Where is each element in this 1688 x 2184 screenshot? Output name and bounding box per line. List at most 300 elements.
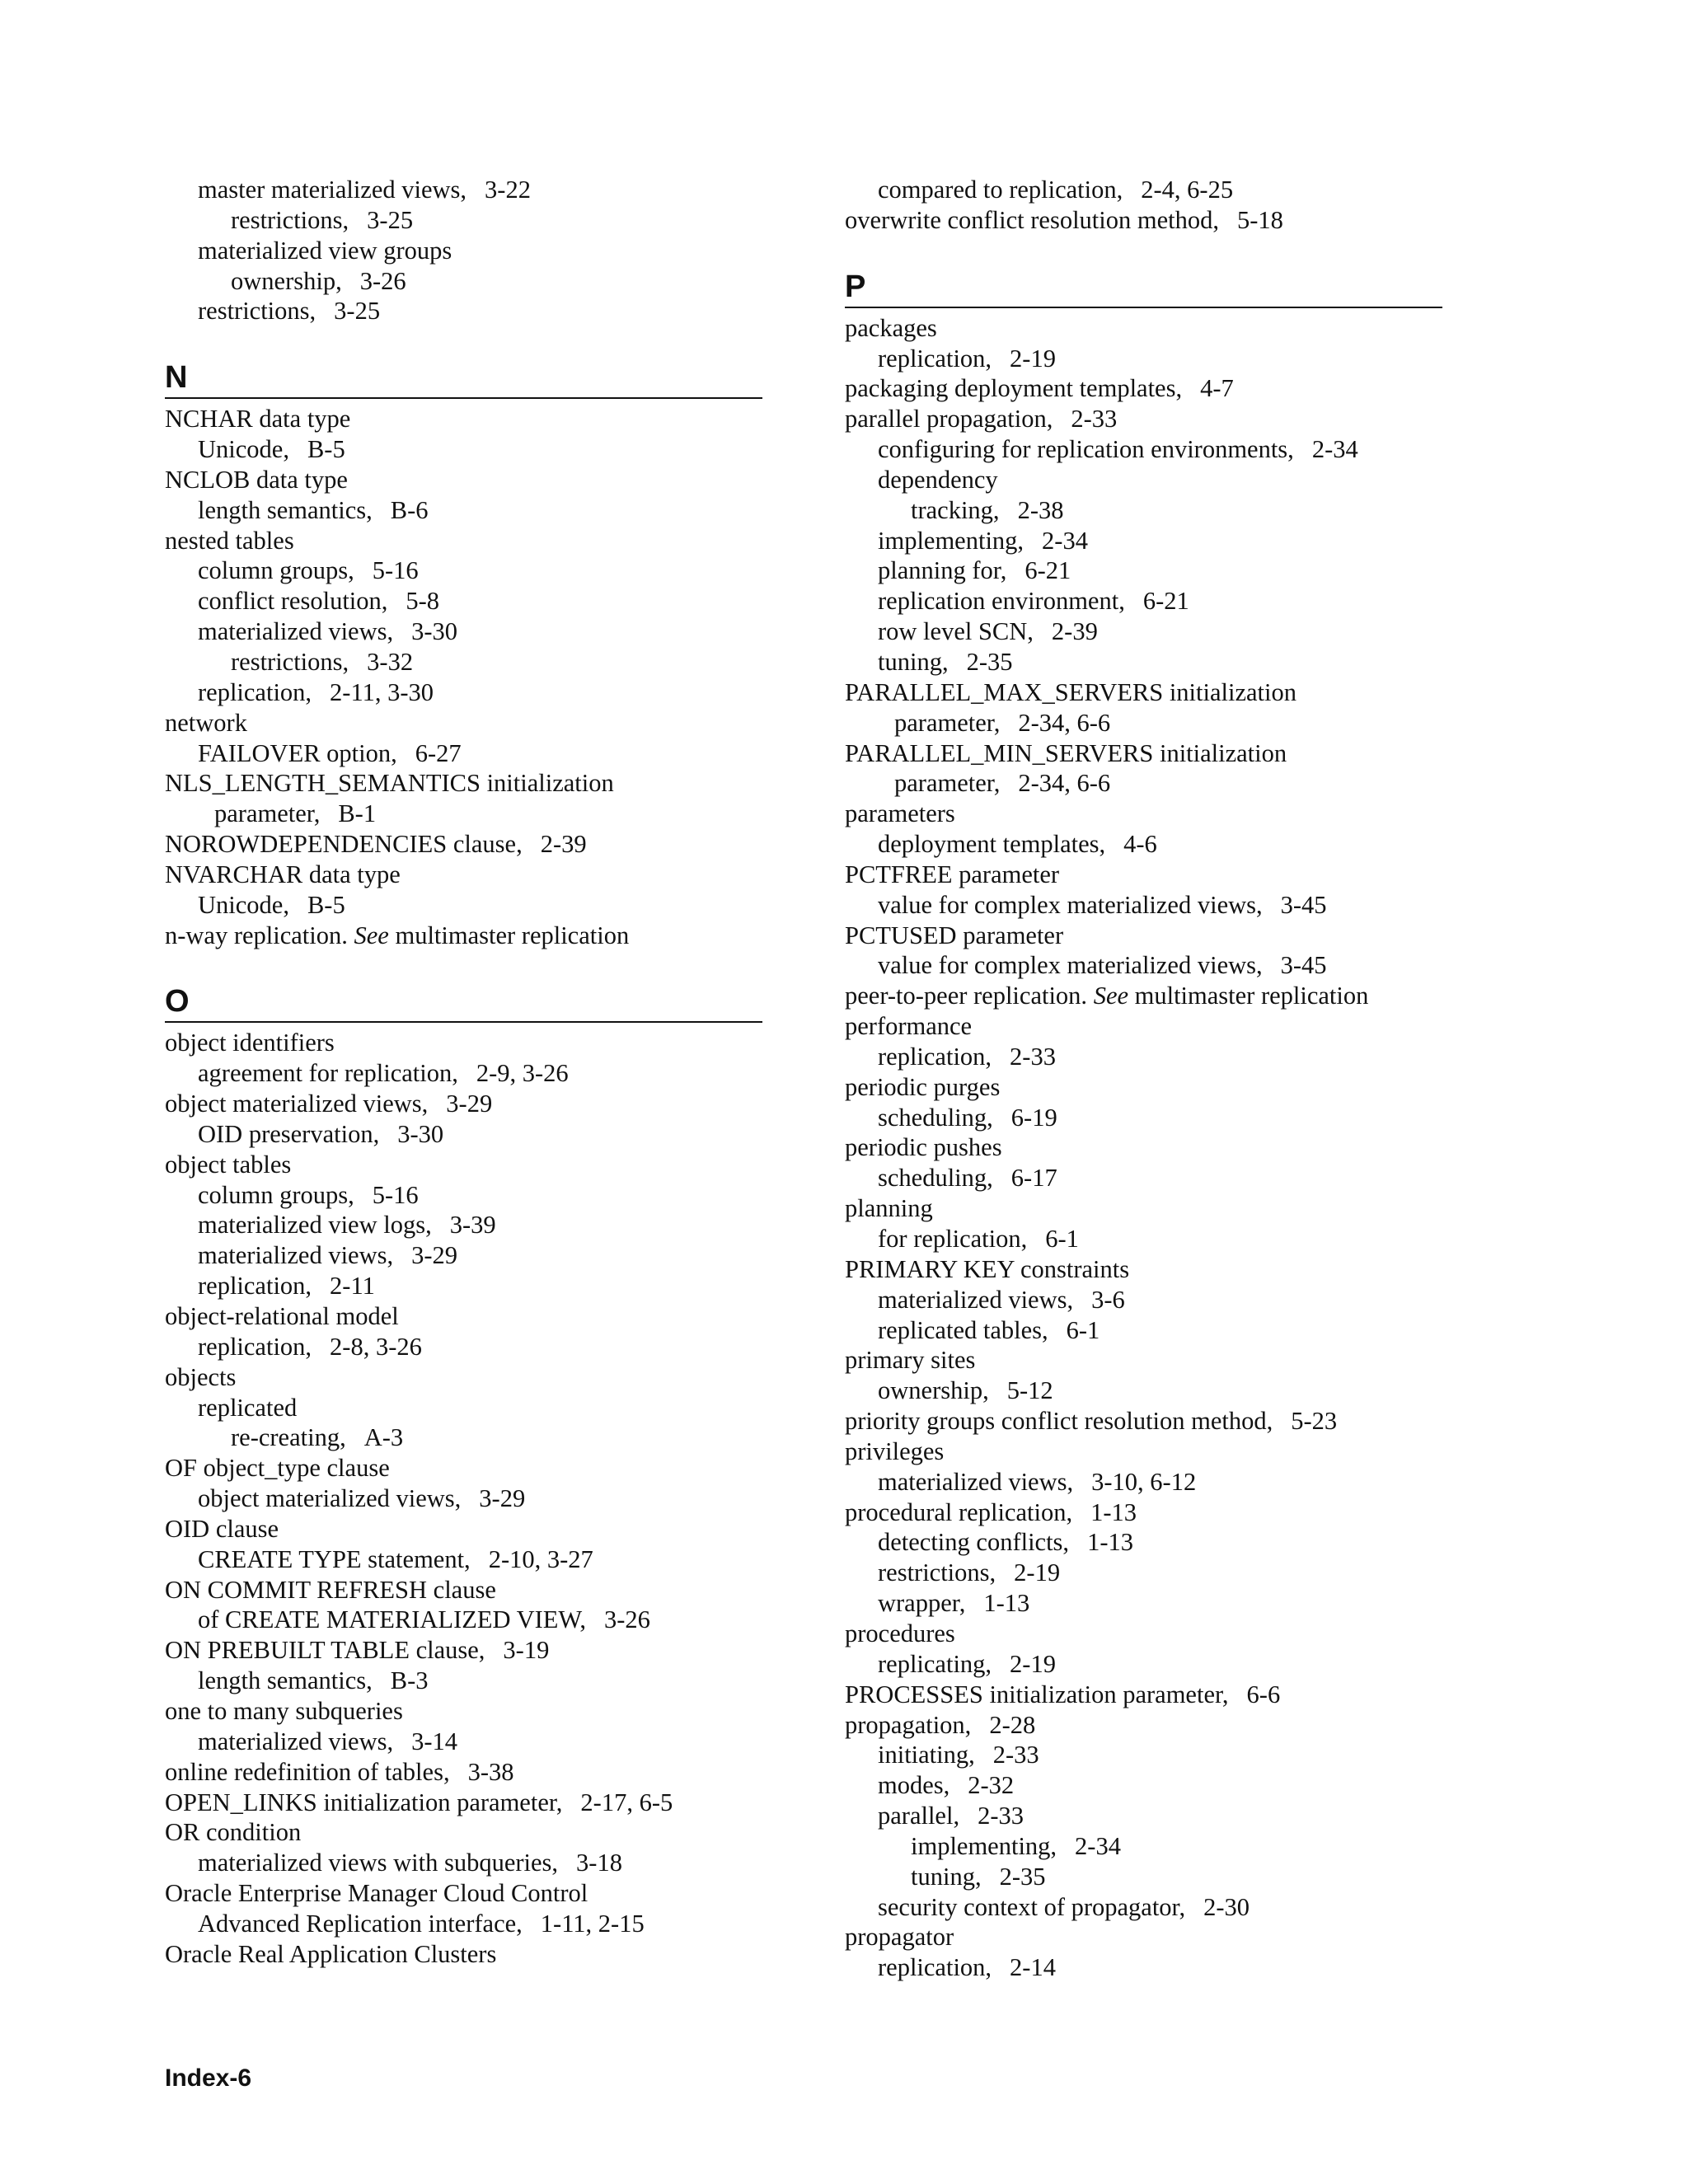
index-entry xyxy=(165,616,762,647)
page-reference: 5-8 xyxy=(406,587,440,616)
index-entry xyxy=(845,1224,1442,1254)
see-target: multimaster replication xyxy=(1134,982,1369,1010)
index-term: materialized views, xyxy=(878,1285,1074,1314)
index-entry xyxy=(165,1089,762,1119)
page-reference: 3-38 xyxy=(467,1757,514,1786)
index-term: replication, xyxy=(198,1272,312,1301)
index-entry xyxy=(845,1619,1442,1649)
index-entry xyxy=(845,1952,1442,1983)
index-term: security context of propagator, xyxy=(878,1892,1186,1921)
index-entry xyxy=(165,768,762,799)
index-term: tuning, xyxy=(878,647,949,676)
index-term: ownership, xyxy=(231,266,342,295)
index-term: wrapper, xyxy=(878,1589,966,1618)
index-entry xyxy=(845,921,1442,951)
index-entry xyxy=(845,1042,1442,1072)
index-entry xyxy=(165,1332,762,1362)
index-term: agreement for replication, xyxy=(198,1059,458,1088)
page-reference: 3-30 xyxy=(397,1119,444,1148)
index-term: Unicode, xyxy=(198,890,289,919)
index-term: NLS_LENGTH_SEMANTICS initialization xyxy=(165,769,614,798)
index-entry-continuation xyxy=(845,768,1442,799)
index-term: parameter, xyxy=(214,799,321,828)
index-term: n-way replication. xyxy=(165,921,348,949)
page-reference: 5-16 xyxy=(372,556,419,585)
index-entry xyxy=(165,1028,762,1058)
page-reference: 2-33 xyxy=(1010,1042,1056,1071)
index-term: OF object_type clause xyxy=(165,1454,390,1483)
page-reference: 5-16 xyxy=(372,1180,419,1209)
index-entry xyxy=(165,1150,762,1180)
index-term: object materialized views, xyxy=(198,1484,462,1513)
index-entry xyxy=(845,344,1442,374)
index-entry xyxy=(845,1527,1442,1558)
index-term: dependency xyxy=(878,465,998,494)
index-entry xyxy=(845,1406,1442,1436)
page-reference: B-6 xyxy=(390,495,429,524)
index-entry xyxy=(845,647,1442,677)
index-entry xyxy=(165,1605,762,1635)
index-term: OPEN_LINKS initialization parameter, xyxy=(165,1788,563,1816)
index-term: restrictions, xyxy=(878,1558,996,1587)
page-reference: B-3 xyxy=(390,1666,429,1695)
index-entry xyxy=(165,1271,762,1301)
index-entry xyxy=(845,1831,1442,1862)
index-term: NVARCHAR data type xyxy=(165,860,401,888)
page-reference: 3-26 xyxy=(359,266,406,295)
index-entry xyxy=(845,677,1442,708)
page-reference: 1-13 xyxy=(1087,1528,1133,1557)
index-entry xyxy=(165,1635,762,1666)
index-term: FAILOVER option, xyxy=(198,738,397,767)
see-label: See xyxy=(1093,982,1129,1010)
index-entry xyxy=(165,555,762,586)
page-reference: 2-19 xyxy=(1010,1649,1056,1678)
index-entry xyxy=(845,1072,1442,1103)
index-term: value for complex materialized views, xyxy=(878,890,1263,919)
page-reference: 5-18 xyxy=(1237,205,1283,234)
index-entry xyxy=(165,677,762,708)
index-entry xyxy=(165,434,762,465)
index-term: re-creating, xyxy=(231,1423,346,1452)
index-term: parameters xyxy=(845,799,955,828)
page-reference: 3-14 xyxy=(411,1727,458,1755)
index-term: replication, xyxy=(198,1332,312,1361)
index-entry xyxy=(165,829,762,860)
index-term: object materialized views, xyxy=(165,1090,429,1118)
index-term: materialized views, xyxy=(198,617,394,646)
page-reference: 2-30 xyxy=(1203,1892,1250,1921)
page-reference: 1-11, 2-15 xyxy=(540,1909,645,1938)
page-reference: 6-27 xyxy=(415,738,462,767)
index-term: NCLOB data type xyxy=(165,465,348,494)
index-entry xyxy=(165,1514,762,1544)
index-term: periodic purges xyxy=(845,1072,1001,1101)
index-entry xyxy=(845,586,1442,616)
page-number: Index-6 xyxy=(165,2064,252,2092)
index-term: value for complex materialized views, xyxy=(878,951,1263,980)
index-entry xyxy=(845,1315,1442,1346)
index-entry xyxy=(845,829,1442,860)
index-term: object identifiers xyxy=(165,1029,335,1057)
index-term: conflict resolution, xyxy=(198,587,388,616)
index-term: propagation, xyxy=(845,1710,972,1739)
index-term: procedures xyxy=(845,1619,955,1647)
index-term: length semantics, xyxy=(198,1666,373,1695)
index-entry xyxy=(165,404,762,434)
index-term: procedural replication, xyxy=(845,1497,1073,1526)
page-reference: 2-8, 3-26 xyxy=(330,1332,422,1361)
index-term: OID clause xyxy=(165,1514,279,1543)
index-entry xyxy=(165,1422,762,1453)
index-entry xyxy=(165,236,762,266)
index-entry-continuation xyxy=(165,799,762,829)
page-reference: 3-18 xyxy=(576,1849,622,1877)
index-term: Unicode, xyxy=(198,435,289,464)
index-term: tuning, xyxy=(911,1862,982,1891)
page-reference: 5-23 xyxy=(1291,1407,1338,1436)
page-reference: 6-19 xyxy=(1010,1103,1057,1132)
index-see-reference xyxy=(165,921,762,951)
index-term: master materialized views, xyxy=(198,176,467,204)
index-entry xyxy=(845,1649,1442,1680)
page-reference: 6-21 xyxy=(1142,587,1189,616)
index-term: scheduling, xyxy=(878,1164,993,1193)
index-entry xyxy=(845,1588,1442,1619)
index-term: PRIMARY KEY constraints xyxy=(845,1254,1130,1283)
index-entry xyxy=(165,1119,762,1150)
index-entry xyxy=(165,1240,762,1271)
index-term: column groups, xyxy=(198,1180,354,1209)
page-reference: 3-30 xyxy=(411,617,458,646)
index-term: Oracle Enterprise Manager Cloud Control xyxy=(165,1879,588,1908)
index-term: Advanced Replication interface, xyxy=(198,1909,523,1938)
see-label: See xyxy=(354,921,389,949)
index-section-heading: P xyxy=(845,269,1442,308)
index-term: parallel propagation, xyxy=(845,405,1053,434)
page-reference: 2-32 xyxy=(968,1771,1015,1800)
index-term: length semantics, xyxy=(198,495,373,524)
page-reference: 3-19 xyxy=(503,1636,550,1665)
index-term: modes, xyxy=(878,1771,950,1800)
page-reference: 2-34 xyxy=(1311,435,1358,464)
index-term: online redefinition of tables, xyxy=(165,1757,450,1786)
index-term: PARALLEL_MAX_SERVERS initialization xyxy=(845,677,1296,706)
index-term: row level SCN, xyxy=(878,617,1034,646)
page-reference: 1-13 xyxy=(1090,1497,1137,1526)
index-term: periodic pushes xyxy=(845,1133,1002,1162)
page-reference: B-1 xyxy=(338,799,377,828)
index-term: object tables xyxy=(165,1150,292,1179)
page-reference: 3-32 xyxy=(367,647,414,676)
index-term: parameter, xyxy=(894,769,1001,798)
page-reference: B-5 xyxy=(307,890,345,919)
index-term: implementing, xyxy=(911,1831,1057,1860)
index-section-heading: O xyxy=(165,983,762,1023)
index-entry xyxy=(845,434,1442,465)
page-reference: 2-34 xyxy=(1075,1831,1121,1860)
page-reference: 2-34 xyxy=(1042,526,1088,555)
index-term: PCTFREE parameter xyxy=(845,860,1060,888)
index-entry xyxy=(845,799,1442,829)
index-term: ownership, xyxy=(878,1376,989,1405)
index-term: tracking, xyxy=(911,495,1000,524)
index-entry xyxy=(165,1058,762,1089)
index-see-reference xyxy=(845,981,1442,1011)
page-reference: 6-1 xyxy=(1045,1225,1079,1253)
index-entry xyxy=(165,647,762,677)
index-entry xyxy=(845,1193,1442,1224)
page-reference: 2-9, 3-26 xyxy=(476,1059,569,1088)
index-term: materialized views, xyxy=(878,1467,1074,1496)
index-term: object-relational model xyxy=(165,1302,399,1330)
index-entry xyxy=(165,465,762,495)
page-reference: 2-17, 6-5 xyxy=(580,1788,673,1816)
index-term: performance xyxy=(845,1012,973,1041)
index-term: replicating, xyxy=(878,1649,992,1678)
page-reference: 3-10, 6-12 xyxy=(1091,1467,1197,1496)
index-term: replicated xyxy=(198,1393,298,1422)
page-reference: 1-13 xyxy=(983,1589,1030,1618)
index-term: of CREATE MATERIALIZED VIEW, xyxy=(198,1605,587,1634)
index-entry xyxy=(845,1801,1442,1831)
page-reference: 2-33 xyxy=(992,1741,1039,1769)
index-term: PARALLEL_MIN_SERVERS initialization xyxy=(845,738,1287,767)
index-term: Oracle Real Application Clusters xyxy=(165,1939,497,1968)
index-entry xyxy=(845,1710,1442,1741)
index-entry xyxy=(165,1666,762,1696)
page-reference: 2-35 xyxy=(999,1862,1046,1891)
index-term: replication, xyxy=(878,344,992,373)
index-entry-continuation xyxy=(845,708,1442,738)
index-entry xyxy=(845,313,1442,344)
index-term: planning for, xyxy=(878,556,1007,585)
page-reference: B-5 xyxy=(307,435,345,464)
index-entry xyxy=(165,1575,762,1605)
index-entry xyxy=(165,1544,762,1575)
index-entry xyxy=(165,1788,762,1818)
index-term: ON PREBUILT TABLE clause, xyxy=(165,1636,485,1665)
index-entry xyxy=(845,1376,1442,1406)
index-entry xyxy=(845,1680,1442,1710)
index-entry xyxy=(845,555,1442,586)
page-reference: 6-6 xyxy=(1246,1680,1281,1708)
index-term: compared to replication, xyxy=(878,176,1123,204)
index-term: materialized view logs, xyxy=(198,1211,432,1240)
index-entry xyxy=(845,950,1442,981)
index-term: propagator xyxy=(845,1923,954,1952)
index-entry xyxy=(165,1301,762,1332)
index-entry xyxy=(165,1848,762,1878)
see-target: multimaster replication xyxy=(395,921,630,949)
page-reference: 2-34, 6-6 xyxy=(1018,708,1111,737)
index-entry xyxy=(845,1132,1442,1163)
index-entry xyxy=(845,205,1442,236)
page-reference: A-3 xyxy=(363,1423,404,1452)
index-term: initiating, xyxy=(878,1741,975,1769)
index-term: OID preservation, xyxy=(198,1119,380,1148)
page-reference: 4-6 xyxy=(1123,830,1157,859)
index-term: packaging deployment templates, xyxy=(845,374,1183,403)
page-reference: 3-45 xyxy=(1280,951,1327,980)
page-reference: 2-39 xyxy=(1051,617,1098,646)
index-term: detecting conflicts, xyxy=(878,1528,1070,1557)
index-entry xyxy=(165,205,762,236)
index-entry xyxy=(845,890,1442,921)
page-reference: 3-6 xyxy=(1091,1285,1125,1314)
page-reference: 2-28 xyxy=(989,1710,1036,1739)
page-reference: 2-38 xyxy=(1017,495,1064,524)
index-term: NOROWDEPENDENCIES clause, xyxy=(165,830,523,859)
index-section-heading: N xyxy=(165,359,762,399)
index-entry xyxy=(845,1103,1442,1133)
index-term: one to many subqueries xyxy=(165,1696,403,1725)
index-term: replication, xyxy=(878,1042,992,1071)
page-reference: 4-7 xyxy=(1200,374,1234,403)
page-reference: 3-29 xyxy=(411,1241,458,1270)
index-term: objects xyxy=(165,1362,237,1391)
index-entry xyxy=(845,1862,1442,1892)
page-reference: 3-25 xyxy=(334,297,381,326)
index-entry xyxy=(165,495,762,526)
index-entry xyxy=(165,1453,762,1483)
index-term: for replication, xyxy=(878,1225,1028,1253)
index-column-left xyxy=(165,175,762,1970)
page-reference: 2-10, 3-27 xyxy=(488,1544,593,1573)
index-entry xyxy=(845,1011,1442,1042)
index-term: replication, xyxy=(878,1953,992,1982)
page-reference: 3-22 xyxy=(485,176,531,204)
index-entry xyxy=(845,1740,1442,1770)
index-entry xyxy=(845,1770,1442,1801)
index-entry xyxy=(165,738,762,769)
index-term: parallel, xyxy=(878,1802,960,1830)
page-reference: 3-45 xyxy=(1280,890,1327,919)
index-entry xyxy=(165,586,762,616)
index-entry xyxy=(165,526,762,556)
index-term: column groups, xyxy=(198,556,354,585)
index-term: peer-to-peer replication. xyxy=(845,982,1088,1010)
index-entry xyxy=(165,1210,762,1240)
index-entry xyxy=(165,266,762,297)
index-entry xyxy=(845,1254,1442,1285)
index-term: packages xyxy=(845,313,937,342)
page-reference: 6-17 xyxy=(1010,1164,1057,1193)
index-entry xyxy=(165,1909,762,1939)
index-entry xyxy=(845,175,1442,205)
index-entry xyxy=(845,404,1442,434)
index-term: restrictions, xyxy=(231,647,349,676)
index-term: replication environment, xyxy=(878,587,1125,616)
page-reference: 3-26 xyxy=(604,1605,650,1634)
index-entry xyxy=(165,1817,762,1848)
index-term: privileges xyxy=(845,1436,945,1465)
page-reference: 6-1 xyxy=(1066,1315,1100,1344)
index-term: network xyxy=(165,708,247,737)
index-term: replicated tables, xyxy=(878,1315,1048,1344)
index-entry xyxy=(165,1362,762,1393)
index-entry xyxy=(845,373,1442,404)
page-reference: 3-39 xyxy=(449,1211,496,1240)
index-entry xyxy=(165,1939,762,1970)
page-reference: 5-12 xyxy=(1006,1376,1053,1405)
index-term: NCHAR data type xyxy=(165,405,351,434)
index-entry xyxy=(165,1696,762,1727)
index-term: restrictions, xyxy=(231,205,349,234)
index-term: configuring for replication environments, xyxy=(878,435,1294,464)
page-reference: 2-34, 6-6 xyxy=(1018,769,1111,798)
index-entry xyxy=(165,890,762,921)
index-entry xyxy=(845,616,1442,647)
index-entry xyxy=(845,1345,1442,1376)
index-term: implementing, xyxy=(878,526,1025,555)
index-term: scheduling, xyxy=(878,1103,993,1132)
page-reference: 2-33 xyxy=(978,1802,1024,1830)
index-entry xyxy=(165,175,762,205)
page-reference: 2-14 xyxy=(1010,1953,1056,1982)
page-reference: 2-11, 3-30 xyxy=(330,677,434,706)
index-entry xyxy=(165,1757,762,1788)
index-entry xyxy=(845,1558,1442,1588)
index-entry xyxy=(165,296,762,326)
index-term: primary sites xyxy=(845,1346,976,1375)
index-entry xyxy=(845,1892,1442,1923)
index-entry xyxy=(845,1163,1442,1193)
index-term: OR condition xyxy=(165,1818,302,1847)
index-entry xyxy=(845,526,1442,556)
index-term: overwrite conflict resolution method, xyxy=(845,205,1219,234)
page-reference: 2-4, 6-25 xyxy=(1141,176,1234,204)
index-term: nested tables xyxy=(165,526,294,555)
index-entry xyxy=(165,708,762,738)
index-entry xyxy=(845,1922,1442,1952)
index-entry xyxy=(165,1393,762,1423)
index-term: PCTUSED parameter xyxy=(845,921,1064,949)
page-reference: 3-25 xyxy=(367,205,414,234)
index-entry xyxy=(845,860,1442,890)
index-term: replication, xyxy=(198,677,312,706)
index-term: PROCESSES initialization parameter, xyxy=(845,1680,1229,1708)
index-entry xyxy=(845,1497,1442,1528)
page-reference: 2-35 xyxy=(966,647,1013,676)
index-term: CREATE TYPE statement, xyxy=(198,1544,471,1573)
index-term: materialized views with subqueries, xyxy=(198,1849,559,1877)
index-term: restrictions, xyxy=(198,297,316,326)
index-entry xyxy=(165,1180,762,1211)
index-term: deployment templates, xyxy=(878,830,1106,859)
index-term: ON COMMIT REFRESH clause xyxy=(165,1575,496,1604)
page-reference: 2-11 xyxy=(330,1272,375,1301)
index-term: materialized views, xyxy=(198,1241,394,1270)
index-term: materialized views, xyxy=(198,1727,394,1755)
page-reference: 3-29 xyxy=(446,1090,493,1118)
index-entry xyxy=(165,1727,762,1757)
page-reference: 3-29 xyxy=(479,1484,526,1513)
index-term: materialized view groups xyxy=(198,236,452,265)
index-entry xyxy=(845,1467,1442,1497)
page-reference: 2-19 xyxy=(1014,1558,1061,1587)
index-term: parameter, xyxy=(894,708,1001,737)
index-column-right xyxy=(845,175,1442,1983)
index-entry xyxy=(845,465,1442,495)
index-entry xyxy=(845,1285,1442,1315)
page-reference: 2-19 xyxy=(1010,344,1056,373)
page-reference: 6-21 xyxy=(1025,556,1071,585)
index-term: priority groups conflict resolution method, xyxy=(845,1407,1273,1436)
page-reference: 2-39 xyxy=(540,830,587,859)
page-reference: 2-33 xyxy=(1071,405,1118,434)
index-entry xyxy=(845,1436,1442,1467)
